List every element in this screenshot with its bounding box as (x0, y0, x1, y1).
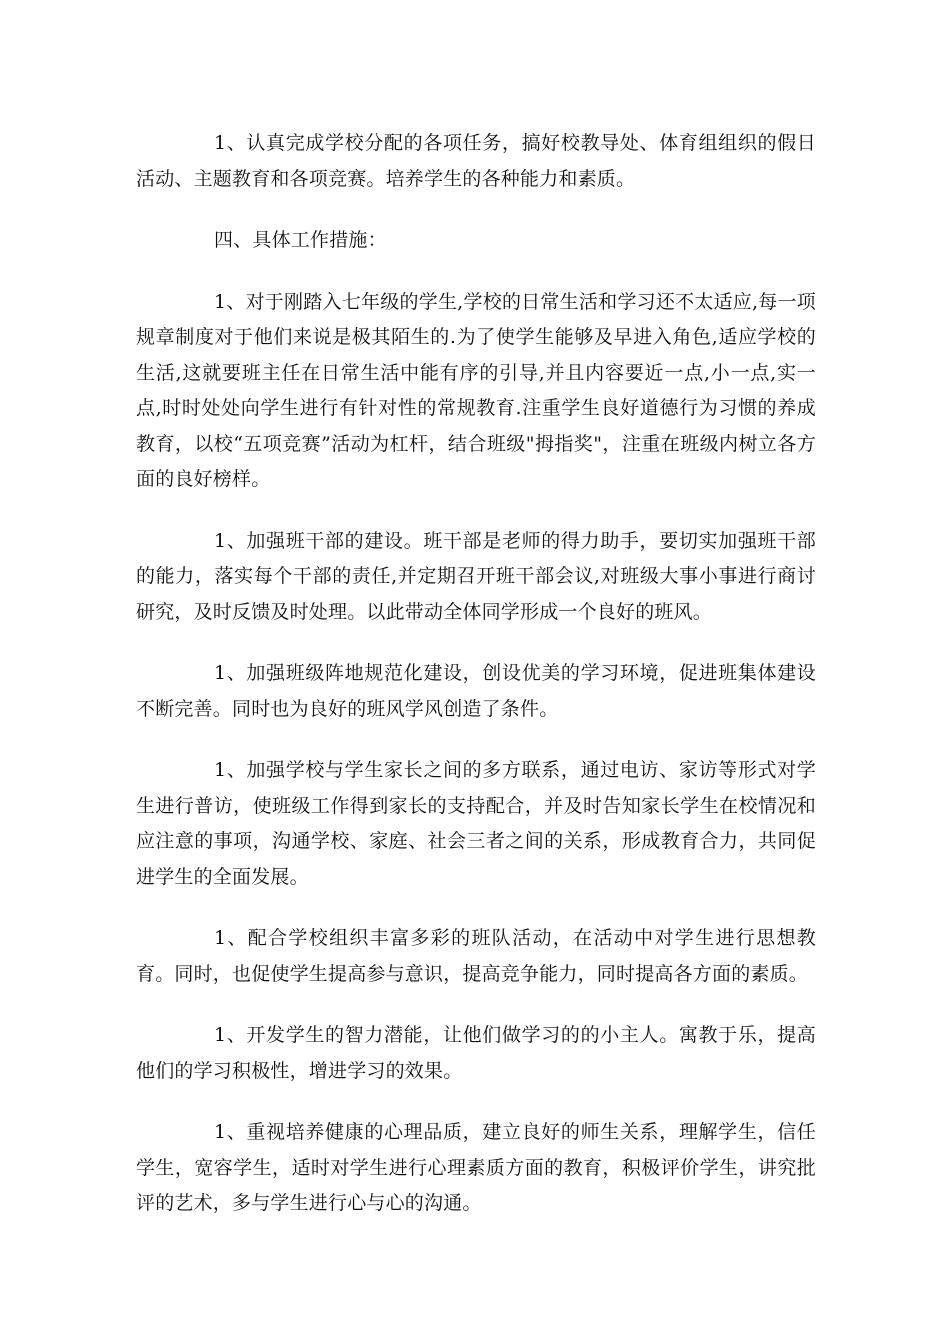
paragraph-class-environment: 1、加强班级阵地规范化建设，创设优美的学习环境，促进班集体建设不断完善。同时也为良好的班风学风创造了条件。 (136, 662, 816, 720)
document-body (136, 126, 816, 1248)
paragraph-class-cadres: 1、加强班干部的建设。班干部是老师的得力助手，要切实加强班干部的能力，落实每个干部的责任,并定期召开班干部会议,对班级大事小事进行商讨研究，及时反馈及时处理。以此带动全体同学形成一个良好的班风。 (136, 529, 816, 623)
paragraph-parent-contact: 1、加强学校与学生家长之间的多方联系，通过电访、家访等形式对学生进行普访，使班级工作得到家长的支持配合，并及时告知家长学生在校情况和应注意的事项，沟通学校、家庭、社会三者之间的关系，形成教育合力，共同促进学生的全面发展。 (136, 759, 816, 888)
paragraph-routine-education: 1、对于刚踏入七年级的学生,学校的日常生活和学习还不太适应,每一项规章制度对于他们来说是极其陌生的.为了使学生能够及早进入角色,适应学校的生活,这就要班主任在日常生活中能有序的引导,并且内容要近一点,小一点,实一点,时时处处向学生进行有针对性的常规教育.注重学生良好道德行为习惯的养成教育，以校“五项竞赛”活动为杠杆，结合班级"拇指奖"，注重在班级内树立各方面的良好榜样。 (136, 290, 816, 490)
paragraph-intellectual-potential: 1、开发学生的智力潜能，让他们做学习的的小主人。寓教于乐，提高他们的学习积极性，增进学习的效果。 (136, 1024, 816, 1082)
paragraph-mental-health: 1、重视培养健康的心理品质，建立良好的师生关系，理解学生，信任学生，宽容学生，适时对学生进行心理素质方面的教育，积极评价学生，讲究批评的艺术，多与学生进行心与心的沟通。 (136, 1121, 816, 1214)
paragraph-class-activities: 1、配合学校组织丰富多彩的班队活动，在活动中对学生进行思想教育。同时，也促使学生提高参与意识，提高竞争能力，同时提高各方面的素质。 (136, 927, 816, 985)
paragraph-task-completion: 1、认真完成学校分配的各项任务，搞好校教导处、体育组组织的假日活动、主题教育和各项竞赛。培养学生的各种能力和素质。 (136, 132, 816, 190)
section-heading-measures: 四、具体工作措施： (214, 229, 387, 251)
